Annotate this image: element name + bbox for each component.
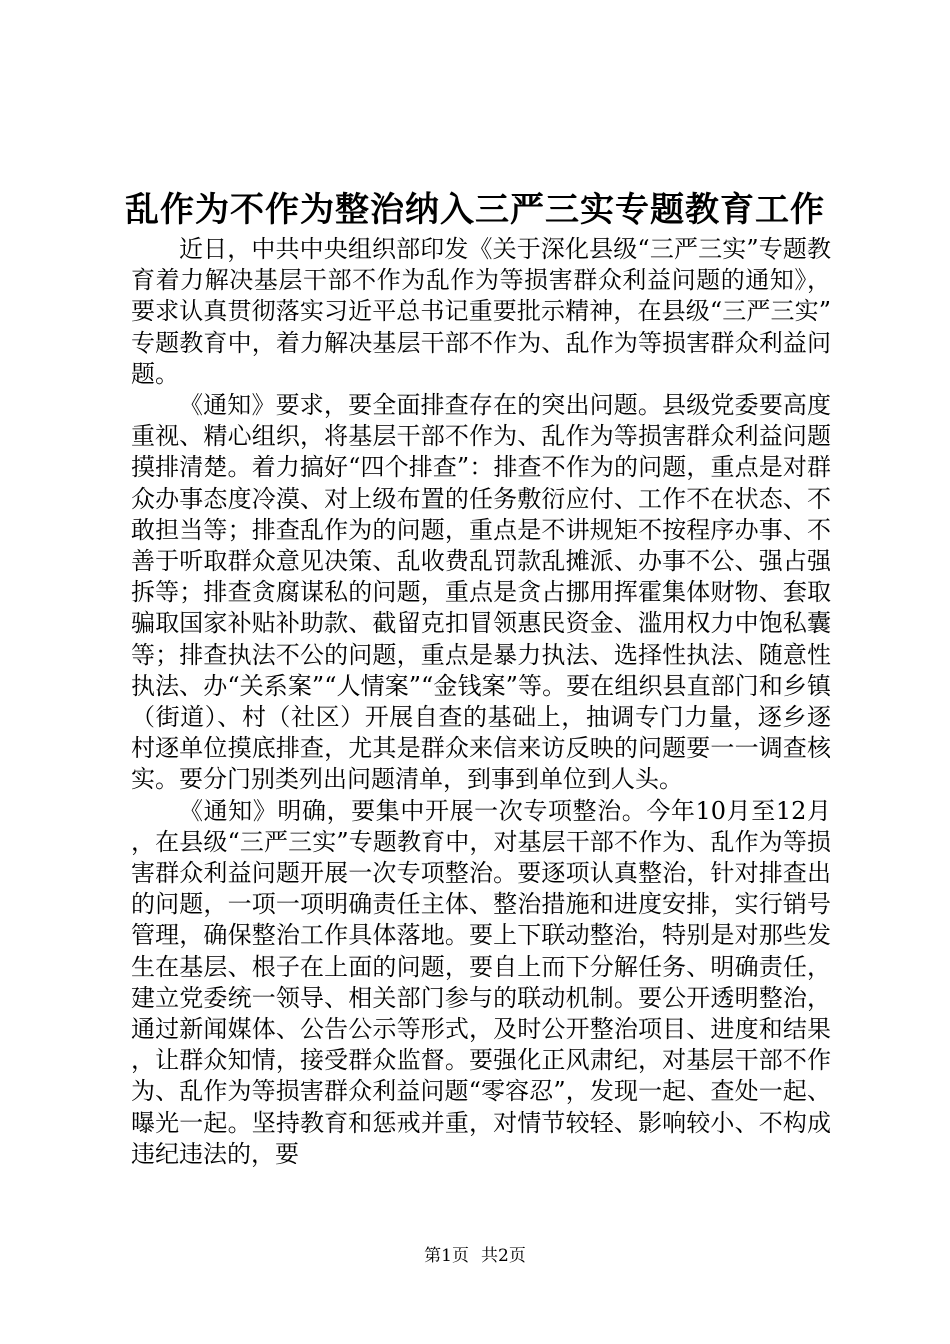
paragraph-rectification: 《通知》明确，要集中开展一次专项整治。今年10月至12月，在县级“三严三实”专题教育中，对基层干部不作为、乱作为等损害群众利益问题开展一次专项整治。要逐项认真整治，针对排查出的问题，一项一项明确责任主体、整治措施和进度安排，实行销号管理，确保整治工作具体落地。要上下联动整治，特别是对那些发生在基层、根子在上面的问题，要自上而下分解任务、明确责任，建立党委统一领导、相关部门参与的联动机制。要公开透明整治，通过新闻媒体、公告公示等形式，及时公开整治项目、进度和结果，让群众知情，接受群众监督。要强化正风肃纪，对基层干部不作为、乱作为等损害群众利益问题“零容忍”，发现一起、查处一起、曝光一起。坚持教育和惩戒并重，对情节较轻、影响较小、不构成违纪违法的，要 bbox=[131, 796, 831, 1168]
page-footer bbox=[0, 1244, 950, 1268]
page-total: 共2页 bbox=[481, 1246, 526, 1266]
paragraph-investigation: 《通知》要求，要全面排查存在的突出问题。县级党委要高度重视、精心组织，将基层干部不作为、乱作为等损害群众利益问题摸排清楚。着力搞好“四个排查”：排查不作为的问题，重点是对群众办事态度冷漠、对上级布置的任务敷衍应付、工作不在状态、不敢担当等；排查乱作为的问题，重点是不讲规矩不按程序办事、不善于听取群众意见决策、乱收费乱罚款乱摊派、办事不公、强占强拆等；排查贪腐谋私的问题，重点是贪占挪用挥霍集体财物、套取骗取国家补贴补助款、截留克扣冒领惠民资金、滥用权力中饱私囊等；排查执法不公的问题，重点是暴力执法、选择性执法、随意性执法、办“关系案”“人情案”“金钱案”等。要在组织县直部门和乡镇（街道）、村（社区）开展自查的基础上，抽调专门力量，逐乡逐村逐单位摸底排查，尤其是群众来信来访反映的问题要一一调查核实。要分门别类列出问题清单，到事到单位到人头。 bbox=[131, 391, 831, 794]
paragraph-intro: 近日，中共中央组织部印发《关于深化县级“三严三实”专题教育着力解决基层干部不作为乱作为等损害群众利益问题的通知》，要求认真贯彻落实习近平总书记重要批示精神，在县级“三严三实”专题教育中，着力解决基层干部不作为、乱作为等损害群众利益问题。 bbox=[131, 235, 831, 388]
document-title: 乱作为不作为整治纳入三严三实专题教育工作 bbox=[125, 190, 825, 230]
page-number: 第1页 bbox=[424, 1246, 469, 1266]
document-body bbox=[131, 234, 831, 1170]
